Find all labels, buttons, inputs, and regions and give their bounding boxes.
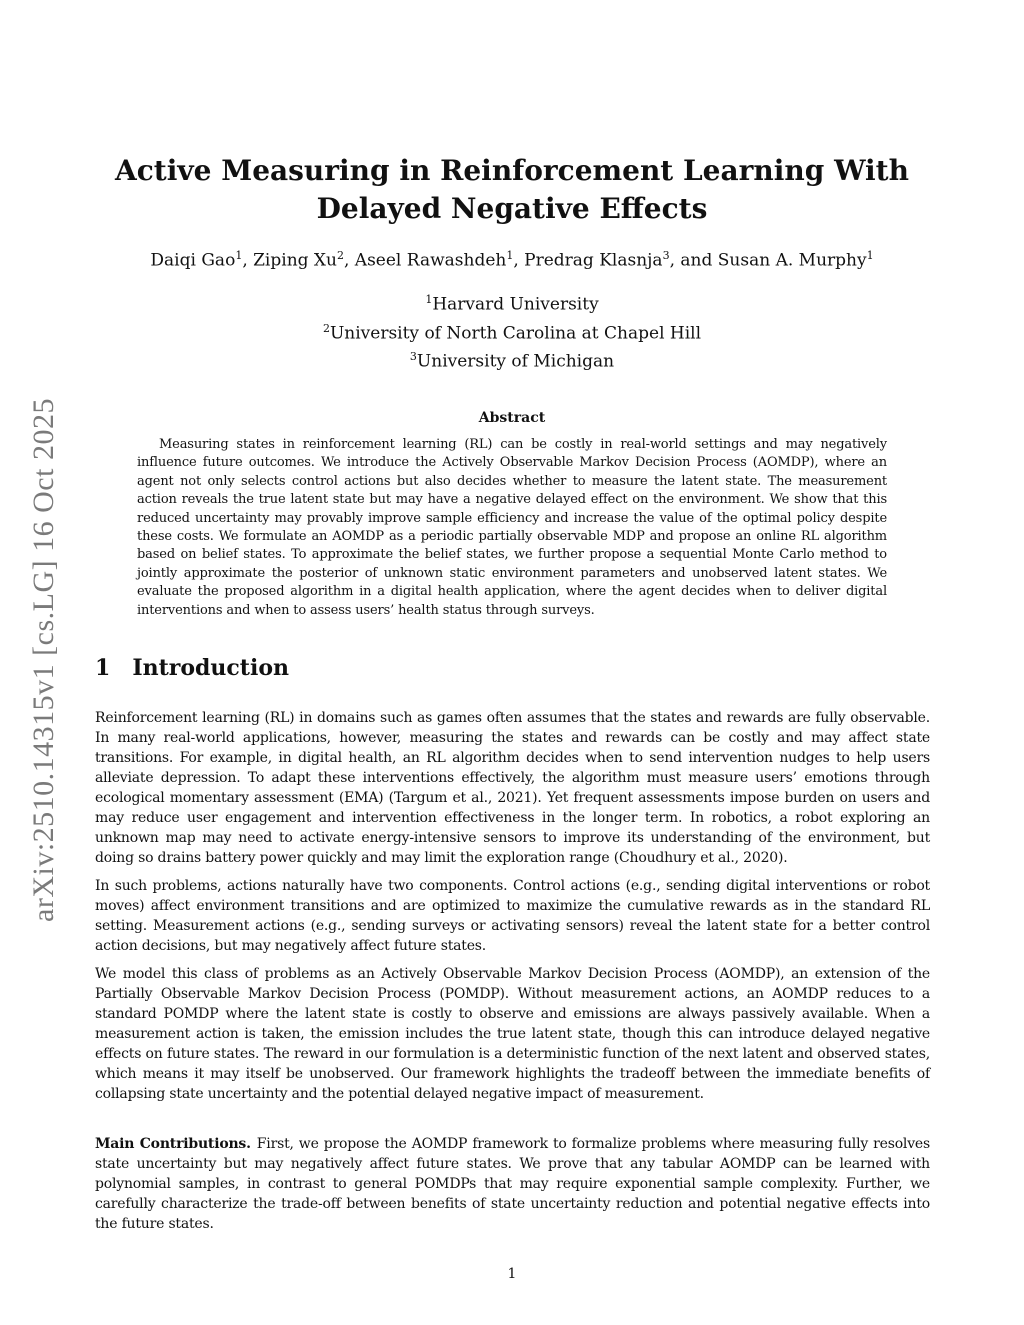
author-name: Ziping Xu <box>253 250 337 271</box>
affiliation-mark: 3 <box>409 350 417 364</box>
paragraph: In such problems, actions naturally have two components. Control actions (e.g., sending digital interventions or robot moves) affect environment transitions and are optimized to maximize the cumulative rewards as in the standard RL setting. Measurement actions (e.g., sending surveys or activating sensors) reveal the latent state for a better control action decisions, but may negatively affect future states. <box>95 878 930 954</box>
paragraph <box>95 1134 930 1234</box>
affiliation <box>110 288 914 317</box>
author-affil-mark: 1 <box>866 249 874 262</box>
author-name: Predrag Klasnja <box>524 250 663 271</box>
author-name: Susan A. Murphy <box>717 250 867 271</box>
author-affil-mark: 1 <box>506 249 514 262</box>
paragraph: Reinforcement learning (RL) in domains such as games often assumes that the states and rewards are fully observable. In many real-world applications, however, measuring the states and rewards can be costly and may affect state transitions. For example, in digital health, an RL algorithm decides when to send intervention nudges to help users alleviate depression. To adapt these interventions effectively, the algorithm must measure users’ emotions through ecological momentary assessment (EMA) (Targum et al., 2021). Yet frequent assessments impose burden on users and may reduce user engagement and intervention effectiveness in the longer term. In robotics, a robot exploring an unknown map may need to activate energy-intensive sensors to improve its understanding of the environment, but doing so drains battery power quickly and may limit the exploration range (Choudhury et al., 2020). <box>95 710 930 866</box>
affiliation <box>110 345 914 374</box>
paragraph-text: First, we propose the AOMDP framework to formalize problems where measuring fully resolves state uncertainty but may negatively affect future states. We prove that any tabular AOMDP can be learned with polynomial samples, in contrast to general POMDPs that may require exponential sample complexity. Further, we carefully characterize the trade-off between benefits of state uncertainty reduction and potential negative effects into the future states. <box>95 1136 930 1232</box>
author-name: Aseel Rawashdeh <box>354 250 507 271</box>
paragraph-lead: Main Contributions. <box>95 1136 251 1152</box>
title-line-2: Delayed Negative Effects <box>316 192 708 225</box>
affiliation-mark: 2 <box>322 321 330 335</box>
page-number: 1 <box>507 1266 517 1282</box>
section-heading <box>95 655 289 681</box>
arxiv-identifier-stamp[interactable]: arXiv:2510.14315v1 [cs.LG] 16 Oct 2025 <box>27 398 60 922</box>
title-line-1: Active Measuring in Reinforcement Learning With <box>115 154 909 187</box>
affiliation-list <box>110 288 914 374</box>
affiliation-name: University of North Carolina at Chapel Hill <box>329 323 702 344</box>
section-number: 1 <box>95 655 111 681</box>
paper-title <box>110 152 914 228</box>
author-affil-mark: 3 <box>662 249 670 262</box>
author-conjunction: and <box>680 250 713 271</box>
author-list: Daiqi Gao$^1$, Ziping Xu$^2$, Aseel Rawashdeh$^1$, Predrag Klasnja$^3$, and Susan A. Murphy$^1$ <box>150 249 874 271</box>
paragraph: We model this class of problems as an Actively Observable Markov Decision Process (AOMDP), an extension of the Partially Observable Markov Decision Process (POMDP). Without measurement actions, an AOMDP reduces to a standard POMDP where the latent state is costly to observe and emissions are always passively available. When a measurement action is taken, the emission includes the true latent state, though this can introduce delayed negative effects on future states. The reward in our formulation is a deterministic function of the next latent and observed states, which means it may itself be unobserved. Our framework highlights the tradeoff between the immediate benefits of collapsing state uncertainty and the potential delayed negative impact of measurement. <box>95 966 930 1102</box>
abstract-text: Measuring states in reinforcement learning (RL) can be costly in real-world settings and may negatively influence future outcomes. We introduce the Actively Observable Markov Decision Process (AOMDP), where an agent not only selects control actions but also decides whether to measure the latent state. The measurement action reveals the true latent state but may have a negative delayed effect on the environment. We show that this reduced uncertainty may provably improve sample efficiency and increase the value of the optimal policy despite these costs. We formulate an AOMDP as a periodic partially observable MDP and propose an online RL algorithm based on belief states. To approximate the belief states, we further propose a sequential Monte Carlo method to jointly approximate the posterior of unknown static environment parameters and unobserved latent states. We evaluate the proposed algorithm in a digital health application, where the agent decides when to deliver digital interventions and when to assess users’ health status through surveys. <box>137 437 887 618</box>
affiliation-name: Harvard University <box>432 294 599 315</box>
affiliation-name: University of Michigan <box>416 351 615 372</box>
author-affil-mark: 2 <box>336 249 344 262</box>
author-affil-mark: 1 <box>235 249 243 262</box>
section-title: Introduction <box>132 655 289 681</box>
affiliation-mark: 1 <box>425 293 433 306</box>
author-name: Daiqi Gao <box>150 250 236 271</box>
affiliation <box>110 317 914 346</box>
abstract-heading: Abstract <box>478 410 546 426</box>
